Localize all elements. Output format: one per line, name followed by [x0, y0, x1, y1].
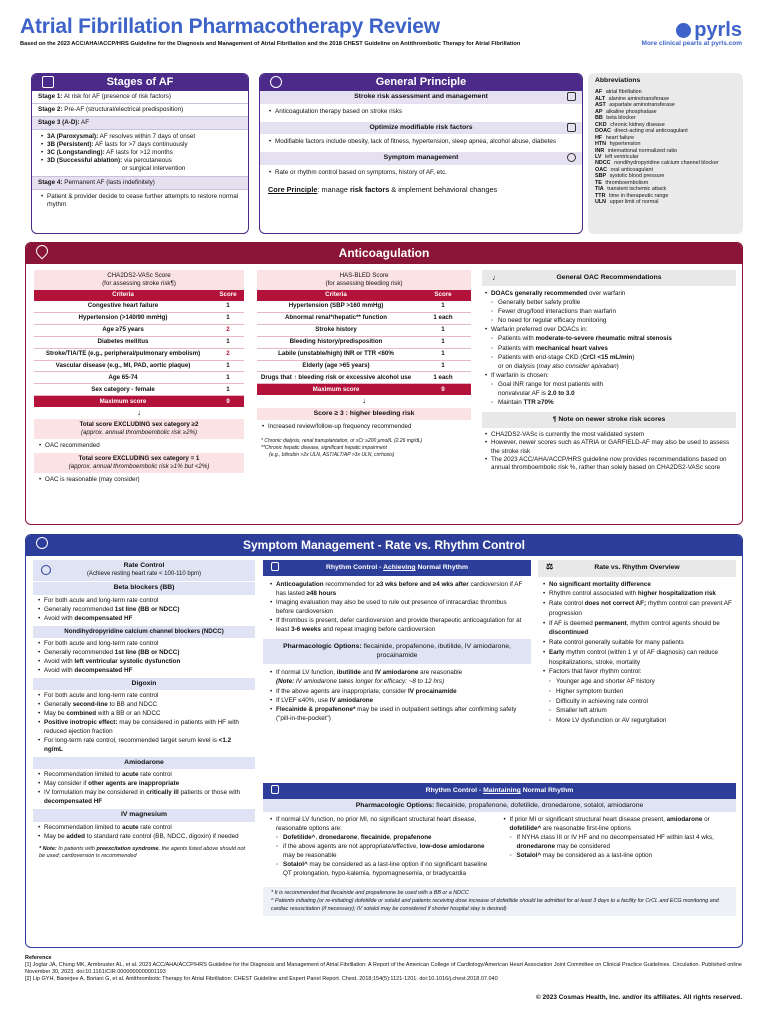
table-row: Elderly (age >65 years) 1 — [257, 361, 471, 373]
abbreviation-item: OAC oral anticoagulant — [595, 166, 654, 173]
abbreviation-item: AP alkaline phosphatase — [595, 108, 657, 115]
abbreviation-item: SBP systolic blood pressure — [595, 173, 665, 180]
rhythm-maintaining-section: Rhythm Control - Maintaining Normal Rhythm Pharmacologic Options: flecainide, propafenone, dofetilide, dronedarone, sotalol, amiodarone • If normal LV function, no prior MI, no significant structural heart disease, reasonable options are: ◦ Dofetilide^, dronedarone, flecainide, propafenone ◦ if the above agents are not appropriate/effective, low-dose amiodarone may be reasonable ◦ Sotalol^ may be considered as a last-line option if no significant baseline QT prolongation, hypo-kalemia, hypomagnesemia, or bradycardia • If prior MI or significant structural heart disease present, amiodarone or dofetilide^ are reasonable first-line options ◦ If NYHA class III or IV HF and no decompensated HF within last 4 wks, dronedarone may be considered ◦ Sotalol^ may be considered as a last-line option * It is recommended that flecainide and propafenone be used with a BB or a NDCC ^ Patients initiating (or re-initiating) dofetilide or sotalol and patients receiving dose increase of dofetilide should be admitted for at least 3 days to a facility for CrCL and ECG monitoring and cardiac resuscitation (if necessary); IV sotalol may be considered if shorter hospital stay is desired) — [263, 783, 736, 916]
modifiable-risk-header: Optimize modifiable risk factors — [260, 122, 582, 135]
table-row: Drugs that ↑ bleeding risk or excessive alcohol use 1 each — [257, 372, 471, 384]
table-row: Stroke history 1 — [257, 325, 471, 337]
table-row: Congestive heart failure 1 — [34, 301, 244, 313]
has-bled-table: HAS-BLED Score (for assessing bleeding risk) Criteria Score Hypertension (SBP >160 mmHg) 1 Abnormal renal*/hepatic** function 1 each Stroke history 1 Bleeding history/predisposition 1 Labile (unstable/high) INR or TTR <60% 1 Elderly (age >65 years) 1 Drugs that ↑ bleeding risk or excessive alcohol use 1 each Maximum score 9 ↓ Score ≥ 3 : higher bleeding risk • Increased review/follow-up frequency recommended * Chronic dialysis, renal transplantation, or sCr ≥200 μmol/L (2.26 mg/dL) **Chronic hepatic disease, significant hepatic impairment (e.g., bilirubin >2x ULN, AST/ALT/AP >3x ULN, cirrhosis) — [257, 270, 471, 462]
cha-result-2: Total score EXCLUDING sex category = 1 (approx. annual thromboembolic risk ≥1% but <2%) — [34, 453, 244, 473]
stages-header: Stages of AF — [32, 74, 248, 91]
anticoagulation-header: Anticoagulation — [26, 243, 742, 264]
heart-icon — [567, 153, 576, 162]
blood-drop-icon — [34, 243, 51, 260]
general-header: General Principle — [260, 74, 582, 91]
stages-of-af-panel: Stages of AF Stage 1: At risk for AF (presence of risk factors) Stage 2: Pre-AF (structural/electrical predisposition) Stage 3 (A-D): AF • 3A (Paroxysmal): AF resolves within 7 days of onset • 3B (Persistent): AF lasts for >7 days continuously • 3C (Longstanding): AF lasts for >12 months • 3D (Successful ablation): via percutaneous or surgical intervention Stage 4: Permanent AF (lasts indefinitely) • Patient & provider decide to cease further attempts to restore normal rhythm — [31, 73, 249, 234]
abbreviation-item: AST aspartate aminotransferase — [595, 102, 675, 109]
rhythm-achieving-column: Rhythm Control - Achieving Normal Rhythm • Anticoagulation recommended for ≥3 wks before and ≥4 wks after cardioversion if AF has lasted ≥48 hours • Imaging evaluation may also be used to rule out presence of intracardiac thrombus before cardioversion • If thrombus is present, defer cardioversion and provide therapeutic anticoagulation for at least 3-6 weeks and repeat imaging before cardioversion Pharmacologic Options: flecainide, propafenone, ibutilide, IV amiodarone, procainamide • If normal LV function, ibutilide and IV amiodarone are reasonable (Note: IV amiodarone takes longer for efficacy: ~8 to 12 hrs) • If the above agents are inappropriate, consider IV procainamide • If LVEF ≤40%, use IV amiodarone • Flecainide & propafenone* may be used in outpatient settings after confirming safety ("pill-in-the-pocket") — [263, 560, 531, 727]
oac-recommendations: ♩ General OAC Recommendations • DOACs generally recommended over warfarin ◦ Generally better safety profile ◦ Fewer drug/food interactions than warfarin ◦ No need for regular efficacy monitoring • Warfarin preferred over DOACs in: ◦ Patients with moderate-to-severe rheumatic mitral stenosis ◦ Patients with mechanical heart valves ◦ Patients with end-stage CKD (CrCl <15 mL/min) or on dialysis (may also consider apixaban) • If warfarin is chosen: ◦ Goal INR range for most patients with nonvalvular AF is 2.0 to 3.0 ◦ Maintain TTR ≥70% ¶ Note on newer stroke risk scores • CHA2DS2-VASc is currently the most validated system • However, newer scores such as ATRIA or GARFIELD-AF may also be used to assess the stroke risk • The 2023 ACC/AHA/ACCP/HRS guideline now provides recommendations based on annual thromboembolic risk %, rather than solely based on CHA2DS2-VASc score — [482, 270, 736, 475]
pyrls-logo[interactable]: pyrls — [676, 18, 742, 44]
heartbeat-icon — [36, 537, 48, 549]
table-row: Vascular disease (e.g., MI, PAD, aortic plaque) 1 — [34, 361, 244, 373]
stage-4: Stage 4: Permanent AF (lasts indefinitely) — [32, 177, 248, 190]
abbreviation-item: INR international normalized ratio — [595, 147, 678, 154]
abbreviation-item: TIA transient ischemic attack — [595, 186, 667, 193]
abbreviations-panel: Abbreviations AF atrial fibrillation ALT alanine aminotransferase AST aspartate aminotransferase AP alkaline phosphatase BB beta blocker CKD chronic kidney disease DOAC direct-acting oral anticoagulant HF heart failure HTN hypertension INR international normalized ratio LV left ventricular NDCC nondihydropyridine calcium channel blocker OAC oral anticoagulant SBP systolic blood pressure TE thromboembolism TIA transient ischemic attack TTR time in therapeutic range ULN upper limit of normal — [588, 73, 743, 234]
stage-1: Stage 1: At risk for AF (presence of risk factors) — [32, 91, 248, 104]
table-row: Hypertension (SBP >160 mmHg) 1 — [257, 301, 471, 313]
abbreviation-item: NDCC nondihydropyridine calcium channel blocker — [595, 160, 719, 167]
references: Reference [1] Joglar JA, Chung MK, Armbruster AL, et al. 2023 ACC/AHA/ACCP/HRS Guideline for the Diagnosis and Management of Atrial Fibrillation: A Report of the American College of Cardiology/American Heart Association Joint Committee on Clinical Practice Guidelines. Circulation. Published online November 30, 2023. doi:10.1161/CIR.0000000000001193 [2] Lip GYH, Banerjee A, Boriani G, et al. Antithrombotic Therapy for Atrial Fibrillation: CHEST Guideline and Expert Panel Report. Chest. 2018;154(5):1121-1201. doi:10.1016/j.chest.2018.07.040 — [25, 955, 742, 983]
abbreviation-item: ULN upper limit of normal — [595, 199, 659, 206]
abbreviation-item: TE thromboembolism — [595, 179, 649, 186]
general-principle-panel: General Principle Stroke risk assessment and management • Anticoagulation therapy based on stroke risks Optimize modifiable risk factors • Modifiable factors include obesity, lack of fitness, hypertension, sleep apnea, alcohol abuse, diabetes Symptom management • Rate or rhythm control based on symptoms, history of AF, etc. Core Principle: manage risk factors & implement behavioral changes — [259, 73, 583, 234]
abbreviation-item: ALT alanine aminotransferase — [595, 95, 670, 102]
scale-icon — [567, 123, 576, 132]
table-row: Diabetes mellitus 1 — [34, 337, 244, 349]
pill-bottle-icon — [271, 785, 279, 794]
stethoscope-icon — [270, 76, 282, 88]
scale-icon: ⚖ — [546, 562, 554, 571]
abbreviation-item: DOAC direct-acting oral anticoagulant — [595, 128, 688, 135]
abbreviation-list — [595, 89, 736, 206]
table-row: Bleeding history/predisposition 1 — [257, 337, 471, 349]
has-result: Score ≥ 3 : higher bleeding risk — [257, 408, 471, 421]
pill-bottle-icon — [271, 562, 279, 571]
page-title: Atrial Fibrillation Pharmacotherapy Review — [20, 15, 440, 38]
stroke-risk-header: Stroke risk assessment and management — [260, 91, 582, 104]
cha2ds2-vasc-table: CHA2DS2-VASc Score (for assessing stroke risk¶) Criteria Score Congestive heart failure 1 Hypertension (>140/90 mmHg) 1 Age ≥75 years 2 Diabetes mellitus 1 Stroke/TIA/TE (e.g., peripheral/pulmonary embolism) 2 Vascular disease (e.g., MI, PAD, aortic plaque) 1 Age 65-74 1 Sex category - female 1 Maximum score 9 ↓ Total score EXCLUDING sex category ≥2 (approx. annual thromboembolic risk ≥2%) • OAC recommended Total score EXCLUDING sex category = 1 (approx. annual thromboembolic risk ≥1% but <2%) • OAC is reasonable (may consider) — [34, 270, 244, 487]
brain-icon — [567, 92, 576, 101]
table-row: Stroke/TIA/TE (e.g., peripheral/pulmonary embolism) 2 — [34, 349, 244, 361]
table-row: Age 65-74 1 — [34, 372, 244, 384]
rate-control-column: Rate Control (Achieve resting heart rate < 100-110 bpm) Beta blockers (BB) • For both acute and long-term rate control • Generally recommended 1st line (BB or NDCC) • Avoid with decompensated HF Nondihydropyridine calcium channel blockers (NDCC) • For both acute and long-term rate control • Generally recommended 1st line (BB or NDCC) • Avoid with left ventricular systolic dysfunction • Avoid with decompensated HF Digoxin • For both acute and long-term rate control • Generally second-line to BB and NDCC • May be combined with a BB or an NDCC • Positive inotropic effect: may be considered in patients with HF with reduced ejection fraction • For long-term rate control, recommended target serum level is <1.2 ng/mL Amiodarone • Recommendation limited to acute rate control • May consider if other agents are inappropriate • IV formulation may be considered in critically ill patients or those with decompensated HF IV magnesium • Recommendation limited to acute rate control • May be added to standard rate control (BB, NDCC, digoxin) if needed * Note: In patients with preexcitation syndrome, the agents listed above should not be used; cardioversion is recommended — [33, 560, 255, 863]
logo-icon — [676, 23, 691, 38]
pill-icon: ♩ — [492, 273, 500, 282]
abbreviation-item: BB beta blocker — [595, 115, 636, 122]
abbreviation-item: CKD chronic kidney disease — [595, 121, 665, 128]
abbreviation-item: LV left ventricular — [595, 154, 639, 160]
stopwatch-icon — [41, 565, 51, 575]
pyrls-link[interactable]: pyrls.com — [711, 40, 742, 47]
symptom-header: Symptom Management - Rate vs. Rhythm Control — [26, 535, 742, 556]
rate-control-header: Rate Control (Achieve resting heart rate < 100-110 bpm) — [33, 560, 255, 581]
abbreviation-item: HF heart failure — [595, 134, 635, 141]
table-row: Hypertension (>140/90 mmHg) 1 — [34, 313, 244, 325]
stage-2: Stage 2: Pre-AF (structural/electrical predisposition) — [32, 104, 248, 117]
stage-3: Stage 3 (A-D): AF — [32, 117, 248, 130]
stage-3-substages: • 3A (Paroxysmal): AF resolves within 7 days of onset • 3B (Persistent): AF lasts for >7 days continuously • 3C (Longstanding): AF lasts for >12 months • 3D (Successful ablation): via percutaneous or surgical intervention — [32, 130, 248, 177]
rate-vs-rhythm-overview: ⚖ Rate vs. Rhythm Overview • No significant mortality difference • Rhythm control associated with higher hospitalization risk • Rate control does not correct AF; rhythm control can prevent AF progression • If AF is deemed permanent, rhythm control agents should be discontinued • Rate control generally suitable for many patients • Early rhythm control (within 1 yr of AF diagnosis) can reduce hospitalizations, stroke, mortality • Factors that favor rhythm control: ◦ Younger age and shorter AF history ◦ Higher symptom burden ◦ Difficulty in achieving rate control ◦ Smaller left atrium ◦ More LV dysfunction or AV regurgitation — [538, 560, 736, 729]
abbreviation-item: TTR time in therapeutic range — [595, 192, 669, 199]
cha-result-1: Total score EXCLUDING sex category ≥2 (approx. annual thromboembolic risk ≥2%) — [34, 419, 244, 439]
page-subtitle: Based on the 2023 ACC/AHA/ACCP/HRS Guideline for the Diagnosis and Management of Atrial Fibrillation and the 2018 CHEST Guideline on Antithrombotic Therapy for Atrial Fibrillation — [20, 41, 521, 47]
abbreviation-item: AF atrial fibrillation — [595, 89, 642, 96]
table-row: Age ≥75 years 2 — [34, 325, 244, 337]
symptom-management-header: Symptom management — [260, 152, 582, 165]
table-row: Sex category - female 1 — [34, 384, 244, 396]
table-row: Abnormal renal*/hepatic** function 1 each — [257, 313, 471, 325]
table-row: Labile (unstable/high) INR or TTR <60% 1 — [257, 349, 471, 361]
abbreviation-item: HTN hypertension — [595, 141, 641, 148]
core-principle: Core Principle: manage risk factors & implement behavioral changes — [268, 185, 498, 195]
copyright: © 2023 Cosmas Health, Inc. and/or its affiliates. All rights reserved. — [535, 994, 742, 1001]
more-pearls: More clinical pearls at pyrls.com — [641, 40, 742, 47]
calendar-icon — [42, 76, 54, 88]
